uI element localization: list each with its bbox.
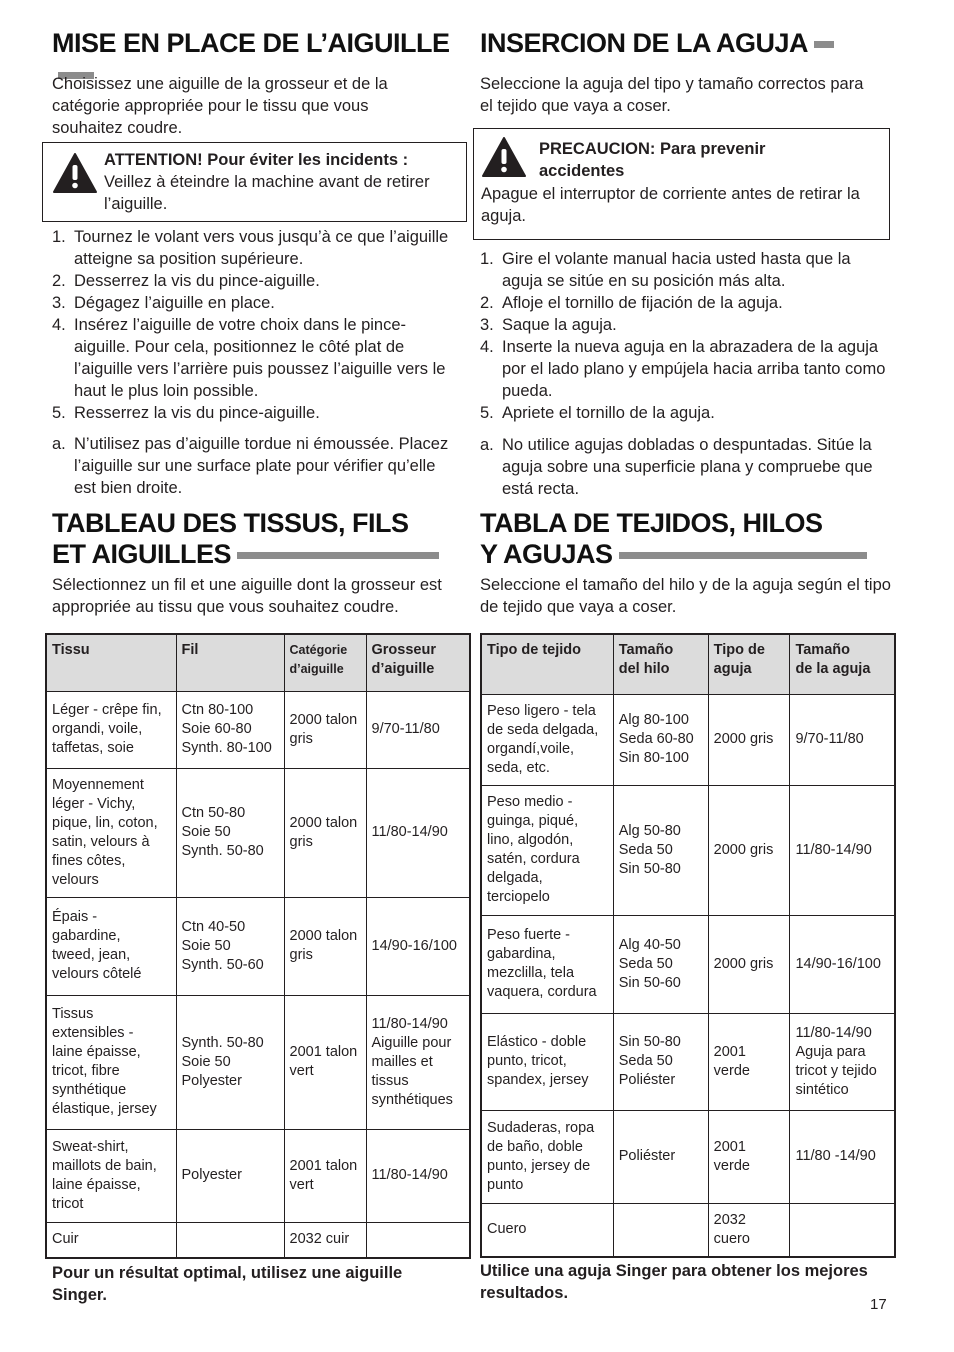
fr-step: 1. Tournez le volant vers vous jusqu’à ce que l’aiguille atteigne sa position supérieure. (52, 228, 449, 268)
table-cell: Peso fuerte - gabardina, mezclilla, tela vaquera, cordura (481, 915, 613, 1013)
table-cell: Elástico - doble punto, tricot, spandex, jersey (481, 1013, 613, 1110)
table-cell: Synth. 50-80 Soie 50 Polyester (176, 995, 284, 1129)
table-header-cell: Tipo de aguja (708, 634, 790, 694)
table-cell: 2032 cuero (708, 1203, 790, 1257)
fr-intro: Choisissez une aiguille de la grosseur et de la catégorie appropriée pour le tissu que vous souhaitez coudre. (52, 75, 388, 137)
table-header-cell: Tipo de tejido (481, 634, 613, 694)
table-row (46, 897, 470, 995)
fr-heading-table: TABLEAU DES TISSUS, FILS ET AIGUILLES (52, 508, 439, 570)
table-cell (366, 1222, 470, 1258)
table-cell: Peso ligero - tela de seda delgada, organdí,voile, seda, etc. (481, 694, 613, 785)
fr-warning-title: ATTENTION! Pour éviter les incidents : (104, 151, 409, 169)
table-row (46, 768, 470, 897)
table-cell: 2000 talon gris (284, 691, 366, 768)
table-cell: Alg 50-80 Seda 50 Sin 50-80 (613, 785, 708, 915)
table-cell: 2001 verde (708, 1013, 790, 1110)
table-row (481, 1110, 895, 1203)
es-heading-needle: INSERCION DE LA AGUJA (480, 28, 834, 59)
table-cell: Tissus extensibles - laine épaisse, tricot, fibre synthétique élastique, jersey (46, 995, 176, 1129)
fr-step: 2. Desserrez la vis du pince-aiguille. (52, 272, 320, 290)
es-heading-table: TABLA DE TEJIDOS, HILOS Y AGUJAS (480, 508, 867, 570)
table-cell: Moyennement léger - Vichy, pique, lin, coton, satin, velours à fines côtes, velours (46, 768, 176, 897)
page-number: 17 (870, 1296, 887, 1313)
table-cell: 2000 gris (708, 694, 790, 785)
table-row (481, 785, 895, 915)
fr-fabric-table (45, 633, 471, 1259)
table-cell: Sweat-shirt, maillots de bain, laine épaisse, tricot (46, 1129, 176, 1222)
table-cell: Épais - gabardine, tweed, jean, velours côtelé (46, 897, 176, 995)
table-cell: 11/80-14/90 (790, 785, 895, 915)
table-row (481, 915, 895, 1013)
table-cell: 11/80-14/90 (366, 1129, 470, 1222)
table-cell (176, 1222, 284, 1258)
table-header-cell: Grosseur d’aiguille (366, 634, 470, 691)
table-row (481, 1013, 895, 1110)
table-cell: 14/90-16/100 (790, 915, 895, 1013)
fr-note-list (52, 433, 452, 499)
es-fabric-table (480, 633, 896, 1258)
fr-step: 5. Resserrez la vis du pince-aiguille. (52, 404, 320, 422)
table-cell: Ctn 80-100 Soie 60-80 Synth. 80-100 (176, 691, 284, 768)
table-cell: Cuero (481, 1203, 613, 1257)
fr-table-intro: Sélectionnez un fil et une aiguille dont la grosseur est appropriée au tissu que vous souhaitez coudre. (52, 576, 442, 616)
table-row (46, 995, 470, 1129)
table-cell: 11/80-14/90 Aguja para tricot y tejido sintético (790, 1013, 895, 1110)
table-cell: Ctn 40-50 Soie 50 Synth. 50-60 (176, 897, 284, 995)
es-note: a. No utilice agujas dobladas o despuntadas. Sitúe la aguja sobre una superficie plana y compruebe que está recta. (480, 436, 873, 498)
es-step: 1. Gire el volante manual hacia usted hasta que la aguja se sitúe en su posición más alta. (480, 250, 851, 290)
es-note-list (480, 434, 890, 500)
table-cell: 11/80 -14/90 (790, 1110, 895, 1203)
table-cell: 9/70-11/80 (790, 694, 895, 785)
table-header-cell: Tissu (46, 634, 176, 691)
fr-warning-box (42, 142, 467, 222)
table-cell: 11/80-14/90 (366, 768, 470, 897)
table-cell: 11/80-14/90 Aiguille pour mailles et tissus synthétiques (366, 995, 470, 1129)
fr-step: 3. Dégagez l’aiguille en place. (52, 294, 275, 312)
table-header-cell: Catégorie d’aiguille (284, 634, 366, 691)
es-step: 2. Afloje el tornillo de fijación de la aguja. (480, 294, 783, 312)
heading-rule (619, 552, 867, 559)
fr-note: a. N’utilisez pas d’aiguille tordue ni émoussée. Placez l’aiguille sur une surface plate pour vérifier qu’elle est bien droite. (52, 435, 449, 497)
table-header-cell: Fil (176, 634, 284, 691)
fr-footer: Pour un résultat optimal, utilisez une aiguille Singer. (52, 1264, 403, 1304)
table-row (481, 694, 895, 785)
es-step: 4. Inserte la nueva aguja en la abrazadera de la aguja por el lado plano y empújela hacia arriba tanto como pueda. (480, 338, 886, 400)
table-cell: Alg 80-100 Seda 60-80 Sin 80-100 (613, 694, 708, 785)
table-cell: 2032 cuir (284, 1222, 366, 1258)
fr-warning-text: Veillez à éteindre la machine avant de retirer l’aiguille. (104, 173, 430, 213)
table-cell (790, 1203, 895, 1257)
table-cell: 9/70-11/80 (366, 691, 470, 768)
es-step: 3. Saque la aguja. (480, 316, 617, 334)
table-cell: Léger - crêpe fin, organdi, voile, taffetas, soie (46, 691, 176, 768)
table-cell: Alg 40-50 Seda 50 Sin 50-60 (613, 915, 708, 1013)
table-row (46, 1222, 470, 1258)
es-table-intro: Seleccione el tamaño del hilo y de la aguja según el tipo de tejido que vaya a coser. (480, 576, 891, 616)
es-warning-text: Apague el interruptor de corriente antes de retirar la aguja. (481, 185, 860, 225)
fr-step: 4. Insérez l’aiguille de votre choix dans le pince-aiguille. Pour cela, positionnez le côté plat de l’aiguille vers l’arrière puis poussez l’aiguille vers le haut le plus loin possible. (52, 316, 446, 400)
warning-triangle-icon (481, 136, 527, 178)
table-header-cell: Tamaño de la aguja (790, 634, 895, 694)
table-cell: 2000 talon gris (284, 897, 366, 995)
table-cell: Polyester (176, 1129, 284, 1222)
table-cell: 2001 talon vert (284, 995, 366, 1129)
table-cell: 2001 verde (708, 1110, 790, 1203)
table-cell: Cuir (46, 1222, 176, 1258)
warning-triangle-icon (52, 152, 98, 194)
fr-heading-needle: MISE EN PLACE DE L’AIGUILLE (52, 28, 468, 90)
table-row (481, 1203, 895, 1257)
table-cell: 2000 gris (708, 915, 790, 1013)
table-cell: 2000 gris (708, 785, 790, 915)
table-cell: Peso medio - guinga, piqué, lino, algodón, satén, cordura delgada, terciopelo (481, 785, 613, 915)
table-cell: 2001 talon vert (284, 1129, 366, 1222)
table-cell: 2000 talon gris (284, 768, 366, 897)
table-cell: Sudaderas, ropa de baño, doble punto, jersey de punto (481, 1110, 613, 1203)
es-warning-title: PRECAUCION: Para prevenir accidentes (539, 140, 766, 180)
table-cell: 14/90-16/100 (366, 897, 470, 995)
table-cell (613, 1203, 708, 1257)
table-header-cell: Tamaño del hilo (613, 634, 708, 694)
es-warning-box (473, 128, 890, 240)
table-cell: Sin 50-80 Seda 50 Poliéster (613, 1013, 708, 1110)
es-intro: Seleccione la aguja del tipo y tamaño correctos para el tejido que vaya a coser. (480, 75, 864, 115)
fr-steps-list (52, 226, 452, 424)
table-cell: Ctn 50-80 Soie 50 Synth. 50-80 (176, 768, 284, 897)
table-cell: Poliéster (613, 1110, 708, 1203)
es-footer: Utilice una aguja Singer para obtener los mejores resultados. (480, 1262, 868, 1302)
es-steps-list (480, 248, 890, 424)
heading-rule (814, 41, 834, 48)
table-row (46, 1129, 470, 1222)
es-step: 5. Apriete el tornillo de la aguja. (480, 404, 715, 422)
table-row (46, 691, 470, 768)
heading-rule (237, 552, 439, 559)
